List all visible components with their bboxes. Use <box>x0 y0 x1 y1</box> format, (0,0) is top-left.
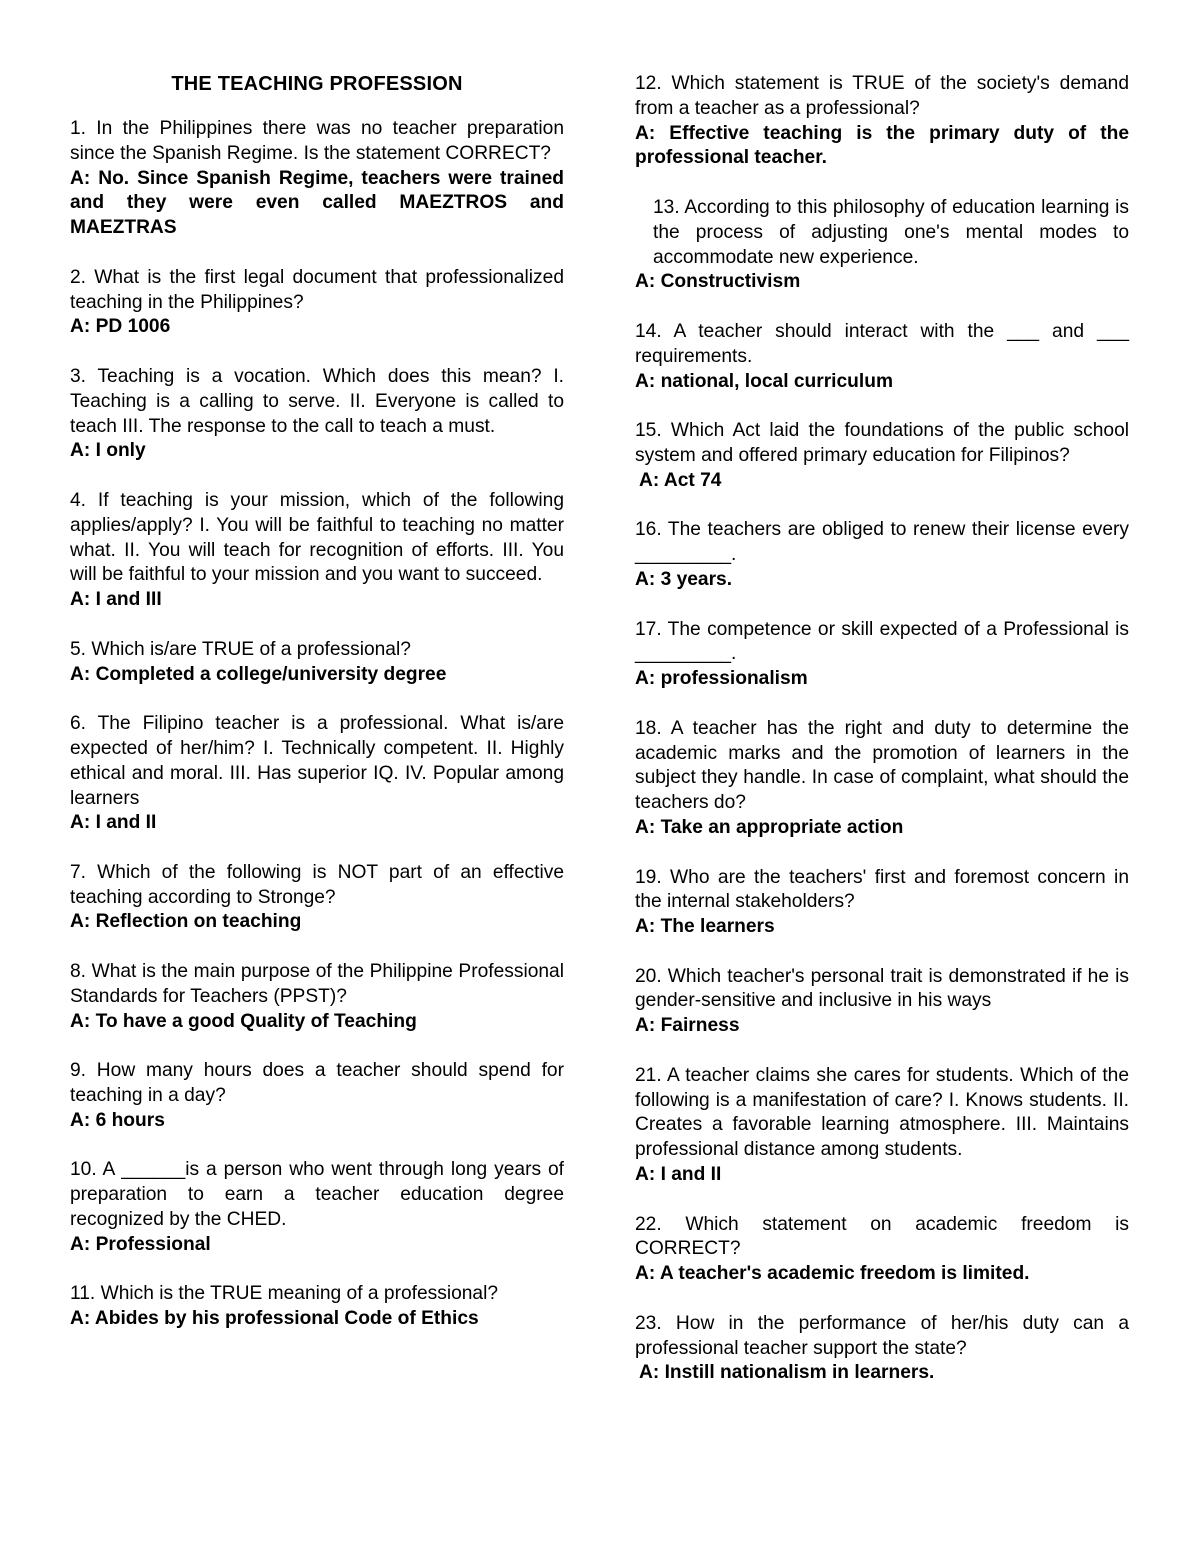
answer-14: A: national, local curriculum <box>635 370 894 392</box>
answer-1: A: No. Since Spanish Regime, teachers were trained and they were even called MAEZTROS and MAEZTRAS <box>70 167 564 239</box>
qa-item-11 <box>70 1282 564 1332</box>
qa-item-12 <box>635 72 1129 171</box>
answer-16: A: 3 years. <box>635 568 733 590</box>
answer-22: A: A teacher's academic freedom is limited. <box>635 1263 1030 1285</box>
answer-4: A: I and III <box>70 589 162 611</box>
question-22: 22. Which statement on academic freedom is CORRECT? <box>635 1213 1129 1260</box>
qa-item-2 <box>70 266 564 340</box>
question-4: 4. If teaching is your mission, which of the following applies/apply? I. You will be faithful to teaching no matter what. II. You will teach for recognition of efforts. III. You will be faithful to your mission and you want to succeed. <box>70 489 564 586</box>
answer-19: A: The learners <box>635 916 775 938</box>
question-6: 6. The Filipino teacher is a professional. What is/are expected of her/him? I. Technically competent. II. Highly ethical and moral. III. Has superior IQ. IV. Popular among learners <box>70 713 564 809</box>
qa-item-21 <box>635 1064 1129 1188</box>
question-13: 13. According to this philosophy of education learning is the process of adjusting one's mental modes to accommodate new experience. <box>653 196 1129 268</box>
qa-item-3 <box>70 365 564 464</box>
qa-item-1 <box>70 117 564 241</box>
qa-item-14 <box>635 320 1129 394</box>
qa-item-8 <box>70 960 564 1034</box>
qa-item-22 <box>635 1213 1129 1287</box>
question-14: 14. A teacher should interact with the ___ and ___ requirements. <box>635 320 1129 367</box>
qa-item-16 <box>635 518 1129 592</box>
question-3: 3. Teaching is a vocation. Which does this mean? I. Teaching is a calling to serve. II. Everyone is called to teach III. The response to the call to teach a must. <box>70 365 564 437</box>
qa-item-17 <box>635 618 1129 692</box>
qa-item-15 <box>635 419 1129 493</box>
qa-item-10 <box>70 1158 564 1257</box>
question-10: 10. A ______is a person who went through long years of preparation to earn a teacher education degree recognized by the CHED. <box>70 1159 564 1231</box>
question-9: 9. How many hours does a teacher should spend for teaching in a day? <box>70 1060 564 1107</box>
answer-15: A: Act 74 <box>639 469 722 491</box>
answer-7: A: Reflection on teaching <box>70 911 302 933</box>
qa-item-9 <box>70 1059 564 1133</box>
answer-2: A: PD 1006 <box>70 316 171 338</box>
right-column <box>635 72 1129 1411</box>
question-11: 11. Which is the TRUE meaning of a professional? <box>70 1283 499 1305</box>
left-column <box>70 72 564 1357</box>
question-1: 1. In the Philippines there was no teacher preparation since the Spanish Regime. Is the statement CORRECT? <box>70 117 564 164</box>
question-17: 17. The competence or skill expected of a Professional is _________. <box>635 618 1129 665</box>
answer-20: A: Fairness <box>635 1015 740 1037</box>
answer-6: A: I and II <box>70 812 157 834</box>
qa-item-20 <box>635 965 1129 1039</box>
answer-13: A: Constructivism <box>635 271 801 293</box>
qa-item-18 <box>635 717 1129 841</box>
question-2: 2. What is the first legal document that professionalized teaching in the Philippines? <box>70 266 564 313</box>
qa-item-23 <box>635 1312 1129 1386</box>
qa-item-7 <box>70 861 564 935</box>
qa-item-5 <box>70 638 564 688</box>
answer-23: A: Instill nationalism in learners. <box>639 1362 935 1384</box>
question-21: 21. A teacher claims she cares for students. Which of the following is a manifestation of care? I. Knows students. II. Creates a favorable learning atmosphere. III. Maintains professional distance among students. <box>635 1064 1129 1161</box>
document-title: THE TEACHING PROFESSION <box>171 73 463 95</box>
answer-12: A: Effective teaching is the primary duty of the professional teacher. <box>635 122 1129 169</box>
answer-11: A: Abides by his professional Code of Ethics <box>70 1308 479 1330</box>
question-7: 7. Which of the following is NOT part of an effective teaching according to Stronge? <box>70 861 564 908</box>
question-19: 19. Who are the teachers' first and foremost concern in the internal stakeholders? <box>635 866 1129 913</box>
qa-item-13 <box>635 196 1129 295</box>
question-12: 12. Which statement is TRUE of the society's demand from a teacher as a professional? <box>635 73 1129 119</box>
answer-9: A: 6 hours <box>70 1109 165 1131</box>
answer-21: A: I and II <box>635 1164 722 1186</box>
qa-item-4 <box>70 489 564 613</box>
question-15: 15. Which Act laid the foundations of the public school system and offered primary education for Filipinos? <box>635 420 1129 466</box>
qa-item-19 <box>635 866 1129 940</box>
answer-18: A: Take an appropriate action <box>635 816 904 838</box>
question-18: 18. A teacher has the right and duty to determine the academic marks and the promotion of learners in the subject they handle. In case of complaint, what should the teachers do? <box>635 717 1129 814</box>
answer-5: A: Completed a college/university degree <box>70 663 447 685</box>
answer-8: A: To have a good Quality of Teaching <box>70 1010 417 1032</box>
question-23: 23. How in the performance of her/his duty can a professional teacher support the state? <box>635 1312 1129 1359</box>
question-20: 20. Which teacher's personal trait is demonstrated if he is gender-sensitive and inclusive in his ways <box>635 965 1129 1012</box>
answer-3: A: I only <box>70 440 146 462</box>
qa-item-6 <box>70 712 564 836</box>
answer-10: A: Professional <box>70 1233 211 1255</box>
question-16: 16. The teachers are obliged to renew their license every _________. <box>635 519 1129 566</box>
answer-17: A: professionalism <box>635 668 808 690</box>
question-8: 8. What is the main purpose of the Philippine Professional Standards for Teachers (PPST)? <box>70 961 564 1007</box>
question-5: 5. Which is/are TRUE of a professional? <box>70 638 411 660</box>
